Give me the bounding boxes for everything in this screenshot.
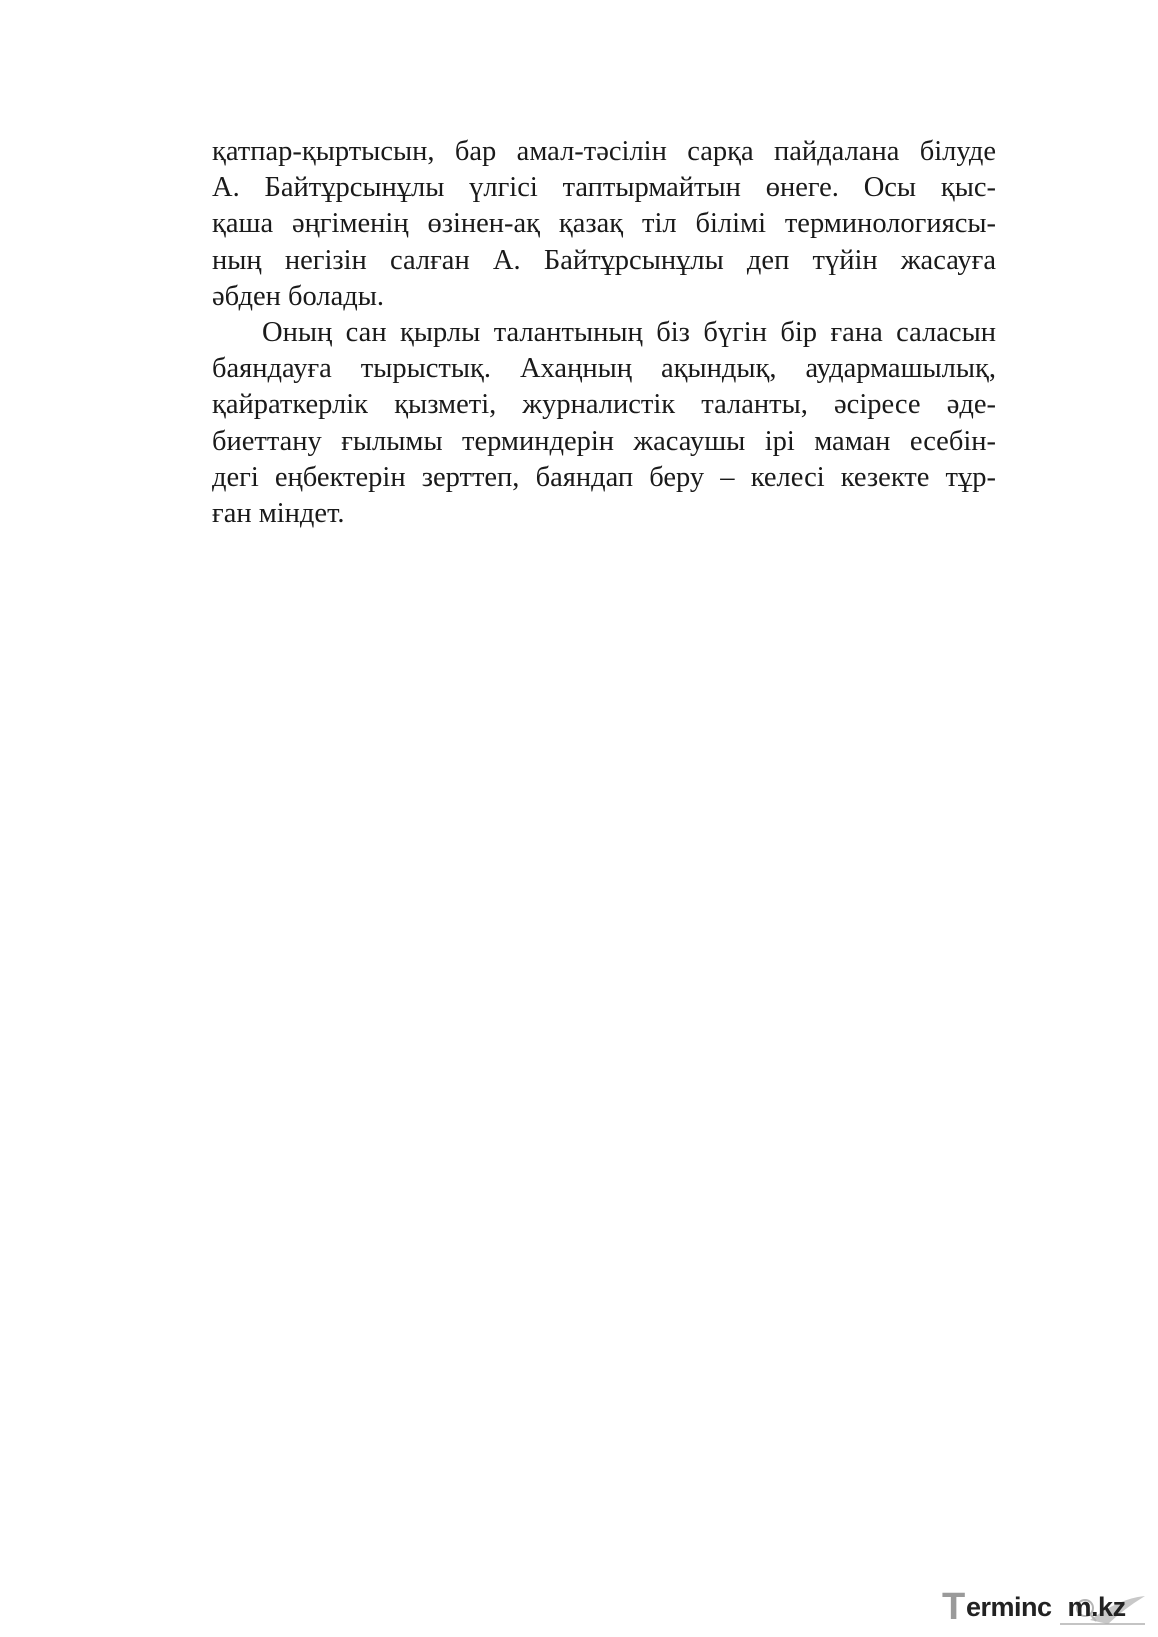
watermark-letter-t: T (942, 1586, 964, 1628)
text-line: қайраткерлік қызметі, журналистік таланты, әсіресе әде- (212, 389, 996, 421)
paragraph-1 (212, 134, 996, 315)
watermark-text (966, 1592, 1126, 1623)
text-line: А. Байтұрсынұлы үлгісі таптырмайтын өнеге. Осы қыс- (212, 172, 996, 204)
text-line: баяндауға тырыстық. Ахаңның ақындық, аудармашылық, (212, 353, 996, 385)
text-line: дегі еңбектерін зерттеп, баяндап беру – келесі кезекте тұр- (212, 461, 996, 493)
text-line: қатпар-қыртысын, бар амал-тәсілін сарқа пайдалана білуде (212, 136, 996, 167)
text-line: ның негізін салған А. Байтұрсынұлы деп түйін жасауға (212, 244, 996, 276)
text-line: әбден болады. (212, 280, 384, 312)
paragraph-2 (212, 315, 996, 532)
watermark-text-main: erminc (966, 1592, 1052, 1622)
body-text (212, 134, 996, 532)
text-line: қаша әңгіменің өзінен-ақ қазақ тіл білімі терминологиясы- (212, 208, 996, 240)
watermark-suffix: m.kz (1067, 1592, 1126, 1622)
watermark-o-glyph (1052, 1592, 1068, 1622)
text-line: биеттану ғылымы терминдерін жасаушы ірі маман есебін- (212, 425, 996, 457)
text-line: Оның сан қырлы талантының біз бүгін бір ғана саласын (262, 317, 996, 349)
text-line: ған міндет. (212, 498, 345, 530)
termincom-watermark-logo (940, 1588, 1150, 1628)
